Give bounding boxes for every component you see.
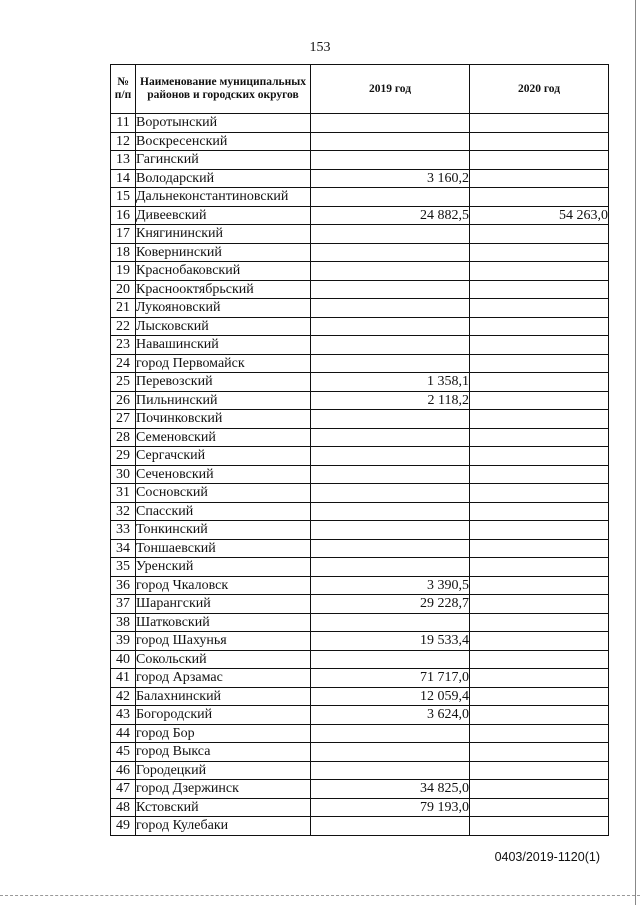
- table-row: [111, 780, 609, 799]
- header-2020: 2020 год: [470, 65, 609, 114]
- row-number-cell: 33: [111, 521, 136, 540]
- table-row: [111, 299, 609, 318]
- row-number-cell: 36: [111, 576, 136, 595]
- table-row: [111, 521, 609, 540]
- table-row: [111, 743, 609, 762]
- value-2020-cell: [470, 132, 609, 151]
- value-2020-cell: [470, 521, 609, 540]
- table-row: [111, 576, 609, 595]
- table-row: [111, 206, 609, 225]
- row-number-cell: 43: [111, 706, 136, 725]
- value-2019-cell: [311, 761, 470, 780]
- header-2019: 2019 год: [311, 65, 470, 114]
- table-row: [111, 539, 609, 558]
- value-2019-cell: 3 624,0: [311, 706, 470, 725]
- district-name-cell: Гагинский: [136, 151, 311, 170]
- district-name-cell: Тонкинский: [136, 521, 311, 540]
- value-2020-cell: [470, 317, 609, 336]
- district-name-cell: Воскресенский: [136, 132, 311, 151]
- value-2019-cell: [311, 650, 470, 669]
- value-2019-cell: [311, 465, 470, 484]
- table-row: [111, 724, 609, 743]
- value-2020-cell: [470, 169, 609, 188]
- table-row: [111, 262, 609, 281]
- value-2020-cell: [470, 724, 609, 743]
- value-2020-cell: [470, 465, 609, 484]
- row-number-cell: 49: [111, 817, 136, 836]
- value-2020-cell: [470, 354, 609, 373]
- table-row: [111, 114, 609, 133]
- row-number-cell: 27: [111, 410, 136, 429]
- value-2019-cell: [311, 225, 470, 244]
- value-2020-cell: [470, 595, 609, 614]
- row-number-cell: 30: [111, 465, 136, 484]
- row-number-cell: 35: [111, 558, 136, 577]
- value-2019-cell: 24 882,5: [311, 206, 470, 225]
- row-number-cell: 26: [111, 391, 136, 410]
- row-number-cell: 13: [111, 151, 136, 170]
- value-2019-cell: [311, 299, 470, 318]
- value-2019-cell: 2 118,2: [311, 391, 470, 410]
- district-name-cell: Лысковский: [136, 317, 311, 336]
- value-2019-cell: 1 358,1: [311, 373, 470, 392]
- value-2020-cell: [470, 484, 609, 503]
- document-code: 0403/2019-1120(1): [494, 850, 600, 864]
- value-2020-cell: [470, 798, 609, 817]
- row-number-cell: 32: [111, 502, 136, 521]
- district-name-cell: город Чкаловск: [136, 576, 311, 595]
- value-2020-cell: [470, 558, 609, 577]
- value-2019-cell: [311, 817, 470, 836]
- row-number-cell: 38: [111, 613, 136, 632]
- row-number-cell: 45: [111, 743, 136, 762]
- table-row: [111, 169, 609, 188]
- value-2019-cell: 3 390,5: [311, 576, 470, 595]
- value-2019-cell: [311, 262, 470, 281]
- district-name-cell: Богородский: [136, 706, 311, 725]
- district-name-cell: Сеченовский: [136, 465, 311, 484]
- district-name-cell: Балахнинский: [136, 687, 311, 706]
- table-row: [111, 354, 609, 373]
- value-2020-cell: [470, 280, 609, 299]
- district-name-cell: Шарангский: [136, 595, 311, 614]
- row-number-cell: 31: [111, 484, 136, 503]
- row-number-cell: 44: [111, 724, 136, 743]
- district-name-cell: Шатковский: [136, 613, 311, 632]
- value-2020-cell: [470, 539, 609, 558]
- header-name: Наименование муниципальных районов и городских округов: [136, 65, 311, 114]
- value-2019-cell: [311, 447, 470, 466]
- district-name-cell: Городецкий: [136, 761, 311, 780]
- value-2019-cell: [311, 613, 470, 632]
- table-row: [111, 447, 609, 466]
- value-2019-cell: [311, 743, 470, 762]
- value-2019-cell: [311, 428, 470, 447]
- table-row: [111, 465, 609, 484]
- row-number-cell: 18: [111, 243, 136, 262]
- district-name-cell: город Первомайск: [136, 354, 311, 373]
- district-name-cell: город Шахунья: [136, 632, 311, 651]
- value-2019-cell: [311, 410, 470, 429]
- row-number-cell: 40: [111, 650, 136, 669]
- value-2020-cell: [470, 632, 609, 651]
- row-number-cell: 39: [111, 632, 136, 651]
- table-row: [111, 428, 609, 447]
- value-2020-cell: [470, 428, 609, 447]
- value-2020-cell: [470, 391, 609, 410]
- row-number-cell: 15: [111, 188, 136, 207]
- value-2020-cell: [470, 502, 609, 521]
- row-number-cell: 41: [111, 669, 136, 688]
- value-2020-cell: [470, 114, 609, 133]
- value-2019-cell: [311, 188, 470, 207]
- value-2020-cell: [470, 817, 609, 836]
- row-number-cell: 20: [111, 280, 136, 299]
- district-name-cell: город Кулебаки: [136, 817, 311, 836]
- value-2019-cell: [311, 151, 470, 170]
- district-name-cell: Починковский: [136, 410, 311, 429]
- value-2020-cell: [470, 410, 609, 429]
- table-row: [111, 373, 609, 392]
- value-2020-cell: [470, 650, 609, 669]
- district-name-cell: Краснобаковский: [136, 262, 311, 281]
- row-number-cell: 25: [111, 373, 136, 392]
- row-number-cell: 12: [111, 132, 136, 151]
- value-2019-cell: [311, 484, 470, 503]
- row-number-cell: 21: [111, 299, 136, 318]
- value-2019-cell: 12 059,4: [311, 687, 470, 706]
- table-row: [111, 484, 609, 503]
- value-2019-cell: 19 533,4: [311, 632, 470, 651]
- value-2020-cell: [470, 613, 609, 632]
- table-row: [111, 410, 609, 429]
- table-row: [111, 632, 609, 651]
- table-row: [111, 188, 609, 207]
- district-name-cell: Уренский: [136, 558, 311, 577]
- table-header: [111, 65, 609, 114]
- row-number-cell: 29: [111, 447, 136, 466]
- district-name-cell: Сокольский: [136, 650, 311, 669]
- header-row: [111, 65, 609, 114]
- value-2020-cell: [470, 447, 609, 466]
- value-2020-cell: [470, 669, 609, 688]
- value-2019-cell: [311, 354, 470, 373]
- bottom-divider: [0, 895, 640, 896]
- value-2019-cell: [311, 317, 470, 336]
- value-2020-cell: [470, 706, 609, 725]
- district-name-cell: Воротынский: [136, 114, 311, 133]
- district-name-cell: Семеновский: [136, 428, 311, 447]
- value-2019-cell: 34 825,0: [311, 780, 470, 799]
- row-number-cell: 37: [111, 595, 136, 614]
- district-name-cell: Дивеевский: [136, 206, 311, 225]
- table-row: [111, 336, 609, 355]
- row-number-cell: 24: [111, 354, 136, 373]
- page-edge-divider: [635, 0, 636, 905]
- district-name-cell: Володарский: [136, 169, 311, 188]
- value-2019-cell: [311, 132, 470, 151]
- value-2020-cell: [470, 262, 609, 281]
- district-name-cell: Перевозский: [136, 373, 311, 392]
- district-name-cell: Сосновский: [136, 484, 311, 503]
- value-2019-cell: [311, 724, 470, 743]
- row-number-cell: 28: [111, 428, 136, 447]
- value-2020-cell: [470, 243, 609, 262]
- table-row: [111, 687, 609, 706]
- row-number-cell: 34: [111, 539, 136, 558]
- table-row: [111, 798, 609, 817]
- value-2019-cell: [311, 336, 470, 355]
- district-name-cell: Княгининский: [136, 225, 311, 244]
- data-table: [110, 64, 609, 836]
- table-row: [111, 225, 609, 244]
- district-name-cell: Спасский: [136, 502, 311, 521]
- district-name-cell: Тоншаевский: [136, 539, 311, 558]
- value-2019-cell: [311, 539, 470, 558]
- district-name-cell: город Дзержинск: [136, 780, 311, 799]
- value-2020-cell: [470, 576, 609, 595]
- row-number-cell: 42: [111, 687, 136, 706]
- value-2019-cell: [311, 280, 470, 299]
- table-row: [111, 595, 609, 614]
- value-2019-cell: [311, 521, 470, 540]
- value-2019-cell: [311, 243, 470, 262]
- district-name-cell: Кстовский: [136, 798, 311, 817]
- table-row: [111, 151, 609, 170]
- value-2020-cell: [470, 299, 609, 318]
- page-number: 153: [309, 40, 331, 55]
- row-number-cell: 46: [111, 761, 136, 780]
- value-2020-cell: [470, 336, 609, 355]
- table-body: [111, 114, 609, 836]
- value-2020-cell: [470, 687, 609, 706]
- value-2019-cell: [311, 502, 470, 521]
- row-number-cell: 47: [111, 780, 136, 799]
- district-name-cell: Ковернинский: [136, 243, 311, 262]
- value-2019-cell: 79 193,0: [311, 798, 470, 817]
- district-name-cell: город Бор: [136, 724, 311, 743]
- table-row: [111, 669, 609, 688]
- table-row: [111, 391, 609, 410]
- value-2020-cell: [470, 761, 609, 780]
- table-row: [111, 502, 609, 521]
- row-number-cell: 17: [111, 225, 136, 244]
- row-number-cell: 48: [111, 798, 136, 817]
- table-row: [111, 280, 609, 299]
- value-2020-cell: [470, 780, 609, 799]
- value-2020-cell: [470, 225, 609, 244]
- value-2019-cell: 71 717,0: [311, 669, 470, 688]
- table-row: [111, 558, 609, 577]
- value-2019-cell: 29 228,7: [311, 595, 470, 614]
- table-row: [111, 317, 609, 336]
- value-2020-cell: [470, 188, 609, 207]
- value-2020-cell: [470, 373, 609, 392]
- district-name-cell: Лукояновский: [136, 299, 311, 318]
- row-number-cell: 19: [111, 262, 136, 281]
- row-number-cell: 23: [111, 336, 136, 355]
- table-row: [111, 761, 609, 780]
- district-name-cell: Пильнинский: [136, 391, 311, 410]
- header-num: № п/п: [111, 65, 136, 114]
- district-name-cell: Навашинский: [136, 336, 311, 355]
- row-number-cell: 16: [111, 206, 136, 225]
- table-row: [111, 650, 609, 669]
- row-number-cell: 11: [111, 114, 136, 133]
- row-number-cell: 14: [111, 169, 136, 188]
- table-row: [111, 706, 609, 725]
- table-row: [111, 132, 609, 151]
- value-2019-cell: 3 160,2: [311, 169, 470, 188]
- table-row: [111, 817, 609, 836]
- value-2019-cell: [311, 114, 470, 133]
- table-row: [111, 243, 609, 262]
- value-2020-cell: [470, 151, 609, 170]
- district-name-cell: Дальнеконстантиновский: [136, 188, 311, 207]
- table-row: [111, 613, 609, 632]
- district-name-cell: город Арзамас: [136, 669, 311, 688]
- value-2020-cell: [470, 743, 609, 762]
- value-2020-cell: 54 263,0: [470, 206, 609, 225]
- district-name-cell: Краснооктябрьский: [136, 280, 311, 299]
- value-2019-cell: [311, 558, 470, 577]
- district-name-cell: город Выкса: [136, 743, 311, 762]
- row-number-cell: 22: [111, 317, 136, 336]
- district-name-cell: Сергачский: [136, 447, 311, 466]
